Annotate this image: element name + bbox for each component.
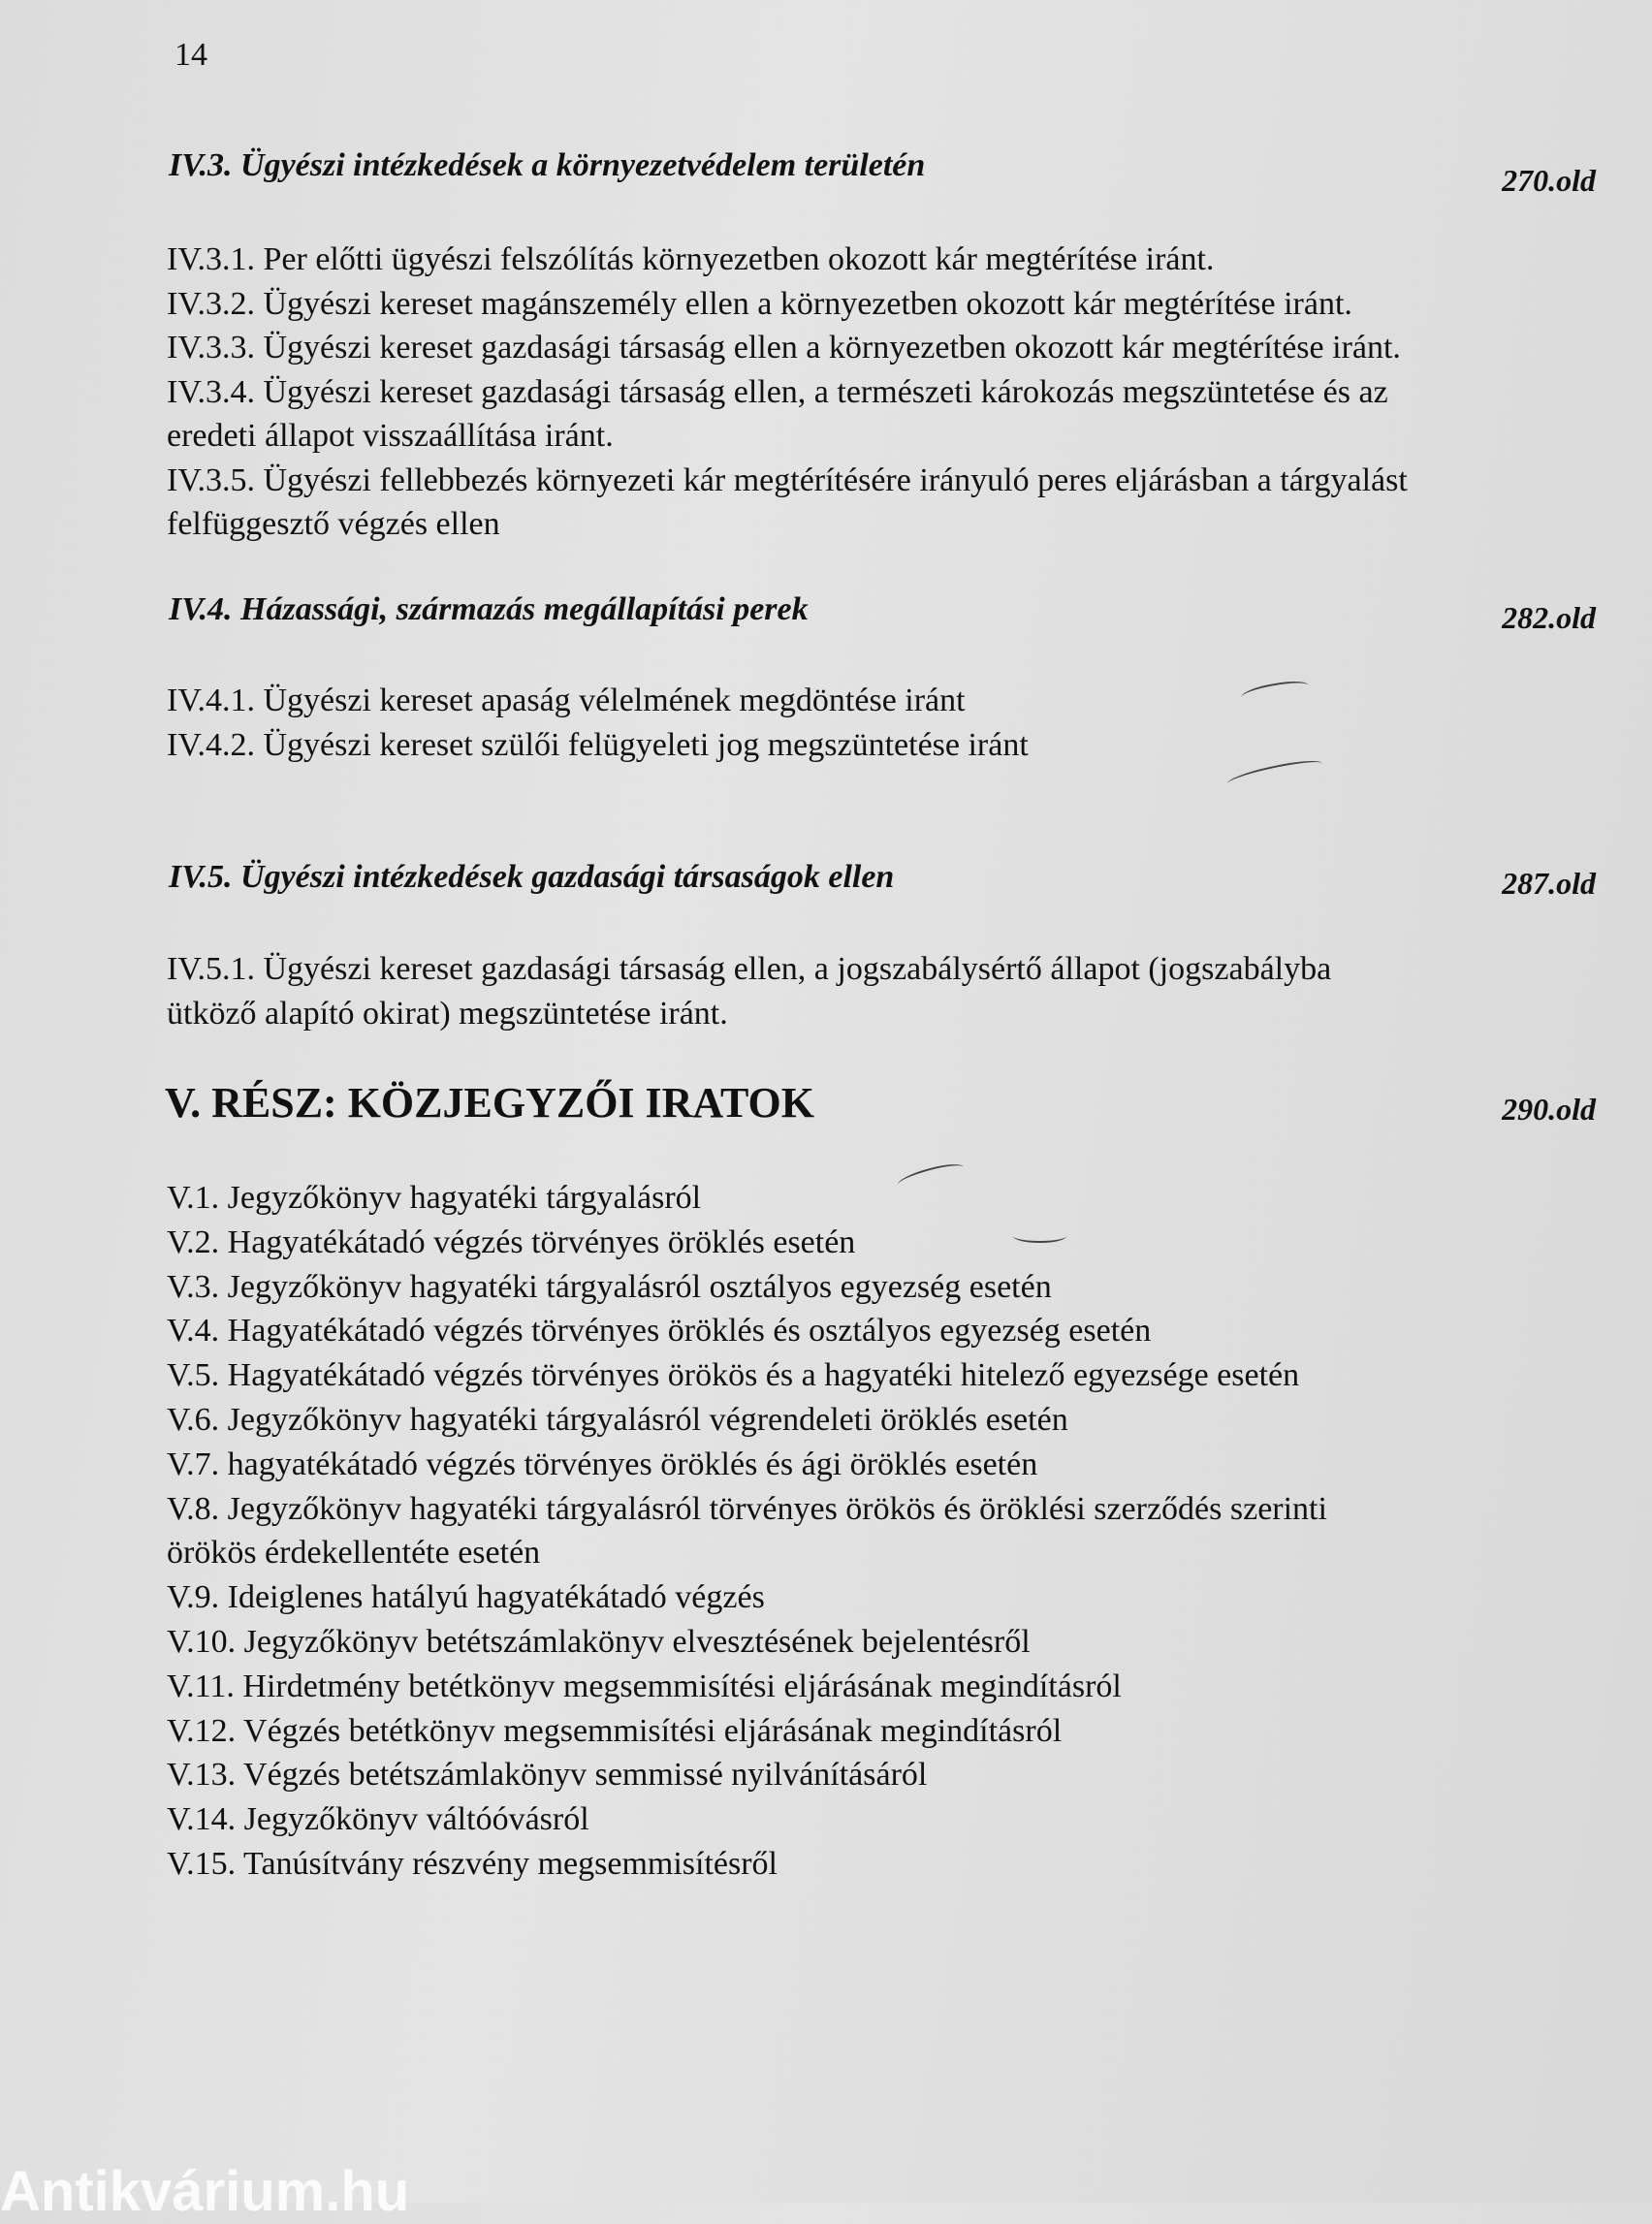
section-heading-iv3: IV.3. Ügyészi intézkedések a környezetvédelem területén: [169, 147, 926, 183]
section-heading-iv4: IV.4. Házassági, származás megállapítási perek: [169, 591, 809, 627]
list-item: IV.5.1. Ügyészi kereset gazdasági társaság ellen, a jogszabálysértő állapot (jogszabályba: [167, 951, 1332, 987]
list-item: V.11. Hirdetmény betétkönyv megsemmisítési eljárásának megindításról: [167, 1668, 1122, 1704]
page-ref-iv5: 287.old: [1502, 866, 1596, 901]
list-item-continuation: örökös érdekellentéte esetén: [167, 1535, 541, 1572]
section-list-iv3: [167, 238, 1613, 547]
list-item: V.2. Hagyatékátadó végzés törvényes öröklés esetén: [167, 1223, 856, 1260]
list-item: V.5. Hagyatékátadó végzés törvényes örökös és a hagyatéki hitelező egyezsége esetén: [167, 1357, 1300, 1394]
list-item-continuation: eredeti állapot visszaállítása iránt.: [167, 418, 614, 454]
list-item: V.6. Jegyzőkönyv hagyatéki tárgyalásról végrendeleti öröklés esetén: [167, 1401, 1068, 1438]
section-list-iv4: [167, 679, 1613, 767]
list-item: IV.4.1. Ügyészi kereset apaság vélelmének megdöntése iránt: [167, 683, 966, 718]
list-item: IV.4.2. Ügyészi kereset szülői felügyeleti jog megszüntetése iránt: [167, 726, 1029, 763]
list-item: IV.3.4. Ügyészi kereset gazdasági társaság ellen, a természeti károkozás megszüntetése és az: [167, 373, 1388, 410]
part-v-list: [167, 1176, 1613, 1887]
pencil-mark: [1013, 1229, 1066, 1243]
list-item: IV.3.5. Ügyészi fellebbezés környezeti kár megtérítésére irányuló peres eljárásban a tárgyalást: [167, 461, 1408, 498]
list-item: IV.3.2. Ügyészi kereset magánszemély ellen a környezetben okozott kár megtérítése iránt.: [167, 285, 1352, 322]
section-heading-iv5: IV.5. Ügyészi intézkedések gazdasági társaságok ellen: [169, 859, 895, 895]
page-ref-iv3: 270.old: [1502, 163, 1596, 198]
page-ref-part-v: 290.old: [1502, 1092, 1596, 1127]
list-item: V.15. Tanúsítvány részvény megsemmisítésről: [167, 1845, 778, 1882]
list-item: V.13. Végzés betétszámlakönyv semmissé nyilvánításáról: [167, 1757, 928, 1794]
watermark: Antikvárium.hu: [0, 2160, 410, 2223]
list-item-continuation: ütköző alapító okirat) megszüntetése iránt.: [167, 995, 728, 1032]
list-item: V.9. Ideiglenes hatályú hagyatékátadó végzés: [167, 1579, 765, 1616]
page-number: 14: [175, 37, 207, 73]
list-item: V.10. Jegyzőkönyv betétszámlakönyv elvesztésének bejelentésről: [167, 1623, 1031, 1660]
list-item-continuation: felfüggesztő végzés ellen: [167, 506, 500, 542]
list-item: V.4. Hagyatékátadó végzés törvényes öröklés és osztályos egyezség esetén: [167, 1313, 1152, 1350]
list-item: V.12. Végzés betétkönyv megsemmisítési eljárásának megindításról: [167, 1712, 1063, 1749]
page-ref-iv4: 282.old: [1502, 600, 1596, 635]
section-list-iv5: [167, 947, 1613, 1035]
list-item: IV.3.3. Ügyészi kereset gazdasági társaság ellen a környezetben okozott kár megtérítése iránt.: [167, 330, 1401, 365]
part-v-heading: V. RÉSZ: KÖZJEGYZŐI IRATOK: [165, 1079, 814, 1127]
list-item: V.8. Jegyzőkönyv hagyatéki tárgyalásról törvényes örökös és öröklési szerződés szerinti: [167, 1490, 1327, 1527]
list-item: V.7. hagyatékátadó végzés törvényes öröklés és ági öröklés esetén: [167, 1446, 1038, 1482]
list-item: V.3. Jegyzőkönyv hagyatéki tárgyalásról osztályos egyezség esetén: [167, 1268, 1052, 1305]
list-item: V.1. Jegyzőkönyv hagyatéki tárgyalásról: [167, 1180, 702, 1216]
list-item: IV.3.1. Per előtti ügyészi felszólítás környezetben okozott kár megtérítése iránt.: [167, 241, 1215, 277]
list-item: V.14. Jegyzőkönyv váltóóvásról: [167, 1801, 589, 1838]
